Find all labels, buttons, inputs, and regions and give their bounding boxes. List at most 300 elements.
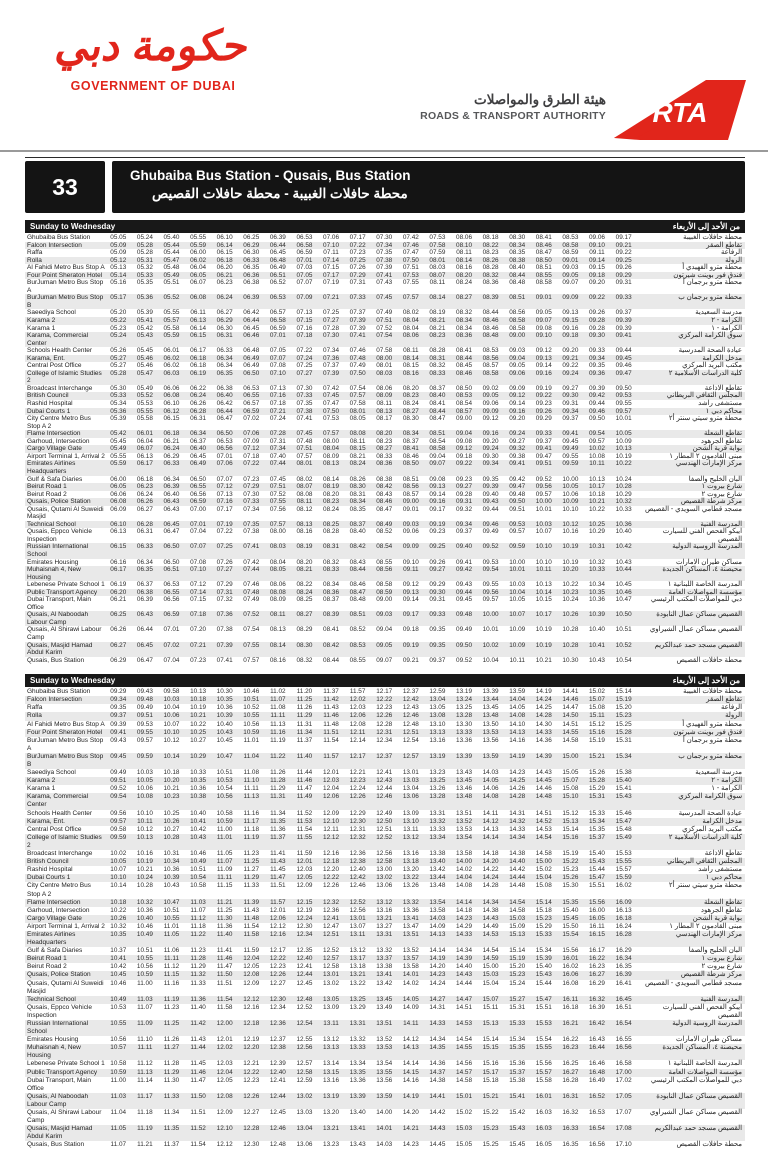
timetable-row [25,858,745,866]
departure-time-cell: 15.40 [588,850,605,858]
departure-time-cell: 06.11 [190,309,206,317]
departure-time-cell: 13.23 [323,1141,340,1149]
departure-time-cell: 14.45 [535,777,552,785]
departure-time-cell: 09.07 [562,279,579,287]
stop-name-arabic: سوق الكرامة المركزي [678,793,742,801]
departure-time-cell: 06.05 [190,271,207,279]
stop-name-english: Garhoud, Intersection [27,437,90,445]
departure-time-cell: 11.28 [270,777,286,785]
departure-time-cell: 08.08 [269,588,286,596]
departure-time-cell: 10.22 [562,581,579,589]
departure-time-cell: 12.16 [269,930,286,938]
departure-time-cell: 07.47 [402,249,419,257]
departure-time-cell: 13.10 [402,817,419,825]
departure-time-cell: 08.38 [509,256,526,264]
timetable-row [25,272,745,280]
departure-time-cell: 09.53 [509,520,526,528]
departure-time-cell: 06.59 [296,249,313,257]
departure-time-cell: 11.26 [296,704,313,712]
departure-time-cell: 08.27 [296,611,313,619]
departure-time-cell: 15.40 [615,777,632,785]
departure-time-cell: 09.14 [402,596,419,604]
departure-time-cell: 09.32 [509,445,526,453]
departure-time-cell: 10.39 [588,611,605,619]
stop-name-english: Dubai Courts 1 [27,874,71,882]
departure-time-cell: 17.07 [615,1109,632,1117]
departure-time-cell: 11.40 [190,1003,206,1011]
timetable-row [25,777,745,785]
departure-time-cell: 07.07 [190,543,207,551]
departure-time-cell: 14.54 [482,947,499,955]
timetable-row [25,347,745,355]
departure-time-cell: 15.59 [615,874,632,882]
stop-name-english: Karama, Ent. [27,817,65,825]
departure-time-cell: 13.38 [376,963,393,971]
departure-time-cell: 15.47 [535,995,552,1003]
departure-time-cell: 08.31 [323,543,340,551]
departure-time-cell: 10.47 [615,596,632,604]
departure-time-cell: 13.52 [376,1036,393,1044]
departure-time-cell: 14.14 [429,947,446,955]
departure-time-cell: 14.53 [482,930,499,938]
stop-name-arabic: محيصنة ٤، المساكن الجديدة [662,1044,742,1052]
departure-time-cell: 11.27 [243,866,260,874]
departure-time-cell: 06.56 [163,596,180,604]
departure-time-cell: 06.24 [163,445,180,453]
departure-time-cell: 08.09 [269,596,286,604]
departure-time-cell: 09.54 [110,793,127,801]
departure-time-cell: 09.48 [456,611,473,619]
departure-time-cell: 12.58 [376,858,393,866]
departure-time-cell: 13.01 [323,971,340,979]
departure-time-cell: 14.54 [535,833,552,841]
departure-time-cell: 07.22 [296,347,313,355]
departure-time-cell: 09.39 [482,483,499,491]
departure-time-cell: 14.55 [562,728,579,736]
departure-time-cell: 10.27 [190,736,207,744]
departure-time-cell: 06.59 [163,611,180,619]
departure-time-cell: 14.04 [456,874,473,882]
departure-time-cell: 07.53 [323,415,340,423]
departure-time-cell: 10.32 [110,922,127,930]
departure-time-cell: 08.02 [296,475,313,483]
departure-time-cell: 09.37 [429,656,446,664]
departure-time-cell: 14.19 [402,1092,419,1100]
departure-time-cell: 13.07 [349,922,366,930]
departure-time-cell: 08.53 [456,392,473,400]
departure-time-cell: 11.33 [163,1092,180,1100]
departure-time-cell: 11.04 [110,1109,127,1117]
departure-time-cell: 09.01 [562,256,579,264]
departure-time-cell: 09.33 [615,294,632,302]
departure-time-cell: 12.48 [402,720,419,728]
departure-time-cell: 11.58 [243,930,260,938]
table1-header-english: Sunday to Wednesday [30,222,116,231]
departure-time-cell: 08.09 [376,392,393,400]
departure-time-cell: 07.13 [296,309,313,317]
departure-time-cell: 08.44 [429,407,446,415]
departure-time-cell: 06.48 [269,256,286,264]
departure-time-cell: 11.20 [296,688,313,696]
departure-time-cell: 10.23 [562,588,579,596]
timetable-row [25,506,745,521]
departure-time-cell: 07.39 [349,324,366,332]
departure-time-cell: 11.16 [270,728,286,736]
departure-time-cell: 06.42 [243,309,260,317]
stop-name-arabic: الكرامة - ٢ [711,777,742,785]
departure-time-cell: 05.58 [136,415,153,423]
departure-time-cell: 13.06 [402,793,419,801]
departure-time-cell: 06.02 [190,256,207,264]
departure-time-cell: 09.34 [456,520,473,528]
departure-time-cell: 05.36 [110,407,127,415]
stop-name-english: Public Transport Agency [27,588,98,596]
departure-time-cell: 13.58 [456,850,473,858]
departure-time-cell: 10.10 [535,543,552,551]
departure-time-cell: 15.16 [588,728,605,736]
departure-time-cell: 05.39 [110,415,127,423]
departure-time-cell: 08.41 [456,347,473,355]
departure-time-cell: 09.15 [562,317,579,325]
departure-time-cell: 07.51 [269,483,286,491]
departure-time-cell: 10.00 [509,558,526,566]
departure-time-cell: 12.43 [376,777,393,785]
departure-time-cell: 10.49 [190,858,207,866]
departure-time-cell: 09.45 [615,354,632,362]
departure-time-cell: 11.01 [216,833,233,841]
departure-time-cell: 08.33 [323,566,340,574]
departure-time-cell: 10.19 [562,543,579,551]
departure-time-cell: 10.56 [136,963,153,971]
departure-time-cell: 12.11 [349,728,366,736]
departure-time-cell: 12.08 [243,971,260,979]
stop-name-arabic: الرفاعة [720,249,742,257]
departure-time-cell: 06.26 [110,626,127,634]
departure-time-cell: 13.38 [429,850,446,858]
departure-time-cell: 12.41 [376,769,393,777]
departure-time-cell: 05.59 [110,460,127,468]
timetable-row [25,491,745,499]
departure-time-cell: 12.01 [269,906,286,914]
departure-time-cell: 15.29 [535,922,552,930]
departure-time-cell: 09.04 [509,354,526,362]
departure-time-cell: 08.58 [562,241,579,249]
departure-time-cell: 06.56 [216,445,233,453]
departure-time-cell: 07.04 [163,656,180,664]
timetable-row [25,996,745,1004]
departure-time-cell: 07.00 [190,505,207,513]
departure-time-cell: 10.28 [615,483,632,491]
timetable-row [25,559,745,567]
departure-time-cell: 06.19 [190,369,207,377]
departure-time-cell: 09.38 [509,452,526,460]
departure-time-cell: 15.10 [562,793,579,801]
departure-time-cell: 12.10 [323,817,340,825]
departure-time-cell: 09.16 [482,430,499,438]
departure-time-cell: 15.54 [562,930,579,938]
departure-time-cell: 11.34 [163,1109,180,1117]
departure-time-cell: 12.22 [323,874,340,882]
departure-time-cell: 13.01 [349,914,366,922]
departure-time-cell: 07.46 [243,581,260,589]
departure-time-cell: 06.24 [216,294,233,302]
departure-time-cell: 15.17 [482,1068,499,1076]
departure-time-cell: 10.59 [216,817,233,825]
departure-time-cell: 07.38 [216,626,233,634]
departure-time-cell: 07.57 [243,656,260,664]
departure-time-cell: 13.19 [323,1092,340,1100]
departure-time-cell: 08.14 [269,641,286,649]
departure-time-cell: 09.55 [615,400,632,408]
departure-time-cell: 10.47 [163,898,180,906]
departure-time-cell: 15.19 [588,736,605,744]
departure-time-cell: 12.01 [296,858,313,866]
departure-time-cell: 12.15 [296,898,313,906]
departure-time-cell: 13.25 [429,777,446,785]
departure-time-cell: 10.54 [216,785,233,793]
departure-time-cell: 12.36 [323,906,340,914]
departure-time-cell: 15.19 [615,696,632,704]
stop-name-english: Qusais, Al Naboodah Labour Camp [27,611,89,626]
departure-time-cell: 09.49 [136,704,153,712]
departure-time-cell: 06.44 [216,407,233,415]
departure-time-cell: 08.01 [376,362,393,370]
departure-time-cell: 12.49 [376,809,393,817]
departure-time-cell: 14.41 [429,1092,446,1100]
departure-time-cell: 08.37 [349,520,366,528]
departure-time-cell: 14.08 [482,793,499,801]
stop-name-english: Qusais, Police Station [27,971,91,979]
departure-time-cell: 10.03 [509,581,526,589]
departure-time-cell: 09.23 [429,528,446,536]
departure-time-cell: 08.53 [562,234,579,241]
departure-time-cell: 07.52 [269,490,286,498]
departure-time-cell: 15.23 [509,971,526,979]
departure-time-cell: 10.56 [110,1036,127,1044]
departure-time-cell: 10.36 [615,520,632,528]
departure-time-cell: 09.51 [535,460,552,468]
departure-time-cell: 14.39 [535,752,552,760]
departure-time-cell: 11.44 [296,769,313,777]
departure-time-cell: 13.09 [402,809,419,817]
departure-time-cell: 07.18 [243,452,260,460]
departure-time-cell: 14.16 [402,1076,419,1084]
departure-time-cell: 06.31 [216,332,233,340]
departure-time-cell: 11.35 [270,817,286,825]
departure-time-cell: 10.04 [509,588,526,596]
departure-time-cell: 15.14 [562,825,579,833]
departure-time-cell: 07.38 [243,528,260,536]
departure-time-cell: 10.10 [110,874,127,882]
departure-time-cell: 13.22 [402,874,419,882]
departure-time-cell: 14.33 [509,825,526,833]
departure-time-cell: 09.00 [402,498,419,506]
departure-time-cell: 10.05 [509,596,526,604]
departure-time-cell: 07.25 [296,362,313,370]
departure-time-cell: 12.56 [349,906,366,914]
departure-time-cell: 16.23 [562,1044,579,1052]
departure-time-cell: 08.15 [402,362,419,370]
stop-name-english: Gulf & Safa Diaries [27,947,83,955]
departure-time-cell: 10.21 [190,712,207,720]
departure-time-cell: 09.57 [588,437,605,445]
stop-name-english: Karama, Commercial Center [27,332,89,347]
departure-time-cell: 09.35 [588,362,605,370]
departure-time-cell: 07.54 [243,626,260,634]
departure-time-cell: 11.43 [270,858,286,866]
departure-time-cell: 15.56 [588,898,605,906]
stop-name-arabic: ايبكو الفحص الفني للسيارت القصيص [662,1003,742,1019]
departure-time-cell: 06.10 [110,520,127,528]
departure-time-cell: 08.19 [429,309,446,317]
departure-time-cell: 09.22 [535,392,552,400]
departure-time-cell: 08.11 [456,249,472,257]
departure-time-cell: 09.50 [615,384,632,392]
departure-time-cell: 09.20 [509,415,526,423]
departure-time-cell: 10.17 [588,483,605,491]
timetable-row [25,242,745,250]
departure-time-cell: 10.17 [535,611,552,619]
departure-time-cell: 12.05 [296,874,313,882]
departure-time-cell: 09.22 [615,249,632,257]
departure-time-cell: 10.14 [535,588,552,596]
departure-time-cell: 16.32 [562,1109,579,1117]
departure-time-cell: 12.17 [376,688,393,696]
departure-time-cell: 08.50 [456,384,473,392]
departure-time-cell: 13.40 [429,858,446,866]
departure-time-cell: 10.25 [588,520,605,528]
departure-time-cell: 13.24 [456,696,473,704]
stop-name-arabic: ايبكو الفحص الفني للسيارت القصيص [662,528,742,543]
departure-time-cell: 16.35 [562,1141,579,1149]
timetable-row [25,415,745,430]
stop-name-english: Qusais, Al Naboodah Labour Camp [27,1092,89,1108]
departure-time-cell: 12.19 [243,1036,260,1044]
departure-time-cell: 14.10 [509,720,526,728]
departure-time-cell: 12.44 [296,971,313,979]
departure-time-cell: 10.05 [136,777,153,785]
route-title-block [25,157,745,213]
stop-name-english: Lebenese Private School 1 [27,581,105,589]
departure-time-cell: 09.31 [456,498,473,506]
departure-time-cell: 08.16 [402,369,419,377]
departure-time-cell: 08.48 [349,596,366,604]
departure-time-cell: 15.26 [562,874,579,882]
departure-time-cell: 06.45 [190,452,207,460]
departure-time-cell: 09.14 [509,400,526,408]
stop-name-arabic: دبي للمواصلات المكتب الرئيسي [650,596,742,604]
departure-time-cell: 09.59 [110,833,127,841]
departure-time-cell: 12.38 [269,1044,286,1052]
departure-time-cell: 13.43 [456,769,473,777]
departure-time-cell: 06.43 [163,505,180,513]
departure-time-cell: 10.01 [509,566,526,574]
departure-time-cell: 06.33 [136,543,153,551]
departure-time-cell: 13.37 [376,955,393,963]
departure-time-cell: 06.29 [110,656,127,664]
timetable-row [25,834,745,850]
departure-time-cell: 14.40 [456,963,473,971]
stop-name-english: City Centre Metro Bus Stop A 2 [27,415,91,430]
departure-time-cell: 14.05 [402,995,419,1003]
timetable-row [25,332,745,347]
departure-time-cell: 12.23 [243,1076,260,1084]
stop-name-english: Flame Intersection [27,898,81,906]
departure-time-cell: 09.01 [535,294,552,302]
departure-time-cell: 15.12 [562,809,579,817]
departure-time-cell: 14.49 [482,922,499,930]
departure-time-cell: 15.31 [588,793,605,801]
departure-time-cell: 11.29 [243,874,260,882]
departure-time-cell: 09.46 [588,407,605,415]
stop-name-english: Saeediya School [27,309,76,317]
stop-name-english: Schools Health Center [27,347,93,355]
departure-time-cell: 08.08 [349,430,366,438]
departure-time-cell: 05.49 [136,384,153,392]
departure-time-cell: 15.29 [588,785,605,793]
departure-time-cell: 09.29 [535,415,552,423]
timetable-row [25,626,745,641]
departure-time-cell: 12.52 [376,833,393,841]
timetable-row [25,453,745,461]
departure-time-cell: 05.27 [110,362,127,370]
departure-time-cell: 07.36 [323,354,340,362]
departure-time-cell: 08.15 [349,445,366,453]
timetable-row [25,234,745,242]
departure-time-cell: 10.52 [243,704,260,712]
departure-time-cell: 10.18 [163,769,180,777]
departure-time-cell: 16.48 [588,1068,605,1076]
departure-time-cell: 11.34 [270,809,286,817]
departure-time-cell: 15.55 [615,858,632,866]
stop-name-english: Raffa [27,249,43,257]
departure-time-cell: 07.43 [376,279,393,287]
departure-time-cell: 10.15 [535,596,552,604]
departure-time-cell: 11.22 [190,930,206,938]
departure-time-cell: 06.25 [110,611,127,619]
departure-time-cell: 09.57 [509,528,526,536]
stop-name-arabic: مستشفى راشد [698,400,742,408]
departure-time-cell: 09.37 [562,415,579,423]
departure-time-cell: 06.43 [163,498,180,506]
stop-name-arabic: مركز الإمارات الهندسي [675,930,742,938]
departure-time-cell: 14.38 [509,850,526,858]
departure-time-cell: 08.42 [349,543,366,551]
departure-time-cell: 15.25 [482,1141,499,1149]
stop-name-arabic: المدرسة الفنية [700,520,742,528]
departure-time-cell: 12.27 [243,1109,260,1117]
departure-time-cell: 11.42 [190,1020,206,1028]
departure-time-cell: 10.51 [615,626,632,634]
departure-time-cell: 15.57 [615,866,632,874]
departure-time-cell: 13.16 [402,850,419,858]
departure-time-cell: 09.52 [110,785,127,793]
departure-time-cell: 05.59 [190,241,207,249]
departure-time-cell: 12.34 [296,930,313,938]
stop-name-arabic: القصيص مسجد حمد عبدالكريم [654,641,742,649]
departure-time-cell: 08.13 [376,407,393,415]
departure-time-cell: 10.21 [535,656,552,664]
departure-time-cell: 08.25 [296,596,313,604]
departure-time-cell: 08.48 [482,332,499,340]
departure-time-cell: 07.12 [216,483,233,491]
timetable-row [25,721,745,729]
departure-time-cell: 10.40 [136,914,153,922]
departure-time-cell: 13.05 [429,704,446,712]
stop-name-arabic: مبنى القادمون ٢ المطار ١ [669,922,742,930]
departure-time-cell: 13.18 [402,858,419,866]
departure-time-cell: 10.26 [562,611,579,619]
